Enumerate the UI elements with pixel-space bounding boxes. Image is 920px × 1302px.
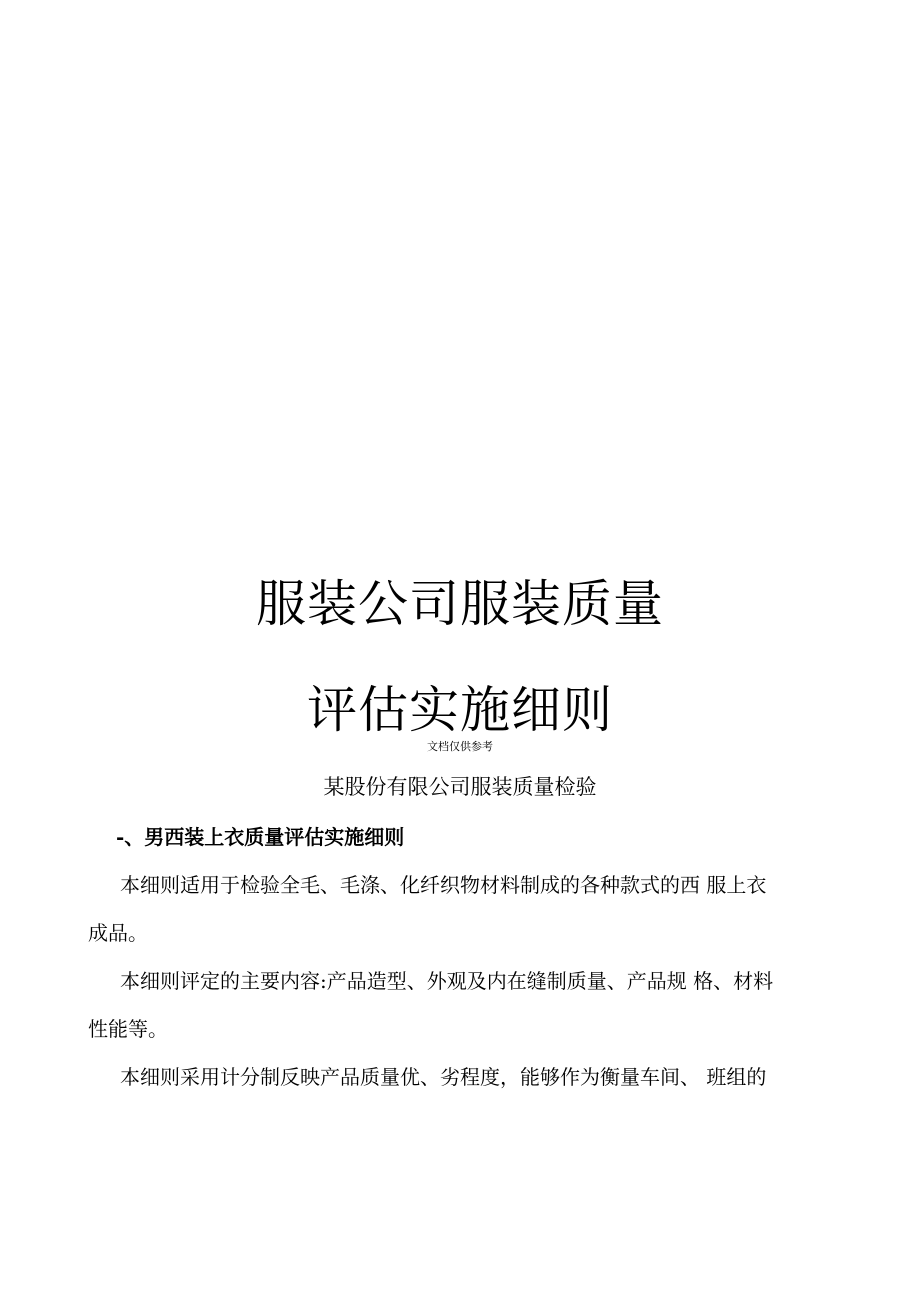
watermark-text: 文档仅供参考 (427, 740, 493, 753)
paragraph-3-line-1: 本细则采用计分制反映产品质量优、劣程度，能够作为衡量车间、 班组的 (120, 1065, 767, 1089)
document-title-line-2: 评估实施细则 (307, 681, 613, 739)
paragraph-2-line-1: 本细则评定的主要内容:产品造型、外观及内在缝制质量、产品规 格、材料 (120, 969, 774, 993)
company-line: 某股份有限公司服装质量检验 (323, 775, 597, 799)
paragraph-1-line-2: 成品。 (88, 921, 148, 945)
section-heading: -、男西装上衣质量评估实施细则 (116, 825, 405, 849)
paragraph-1-line-1: 本细则适用于检验全毛、毛涤、化纤织物材料制成的各种款式的西 服上衣 (120, 873, 767, 897)
paragraph-2-line-2: 性能等。 (88, 1017, 168, 1041)
document-title-line-1: 服装公司服装质量 (256, 575, 664, 633)
